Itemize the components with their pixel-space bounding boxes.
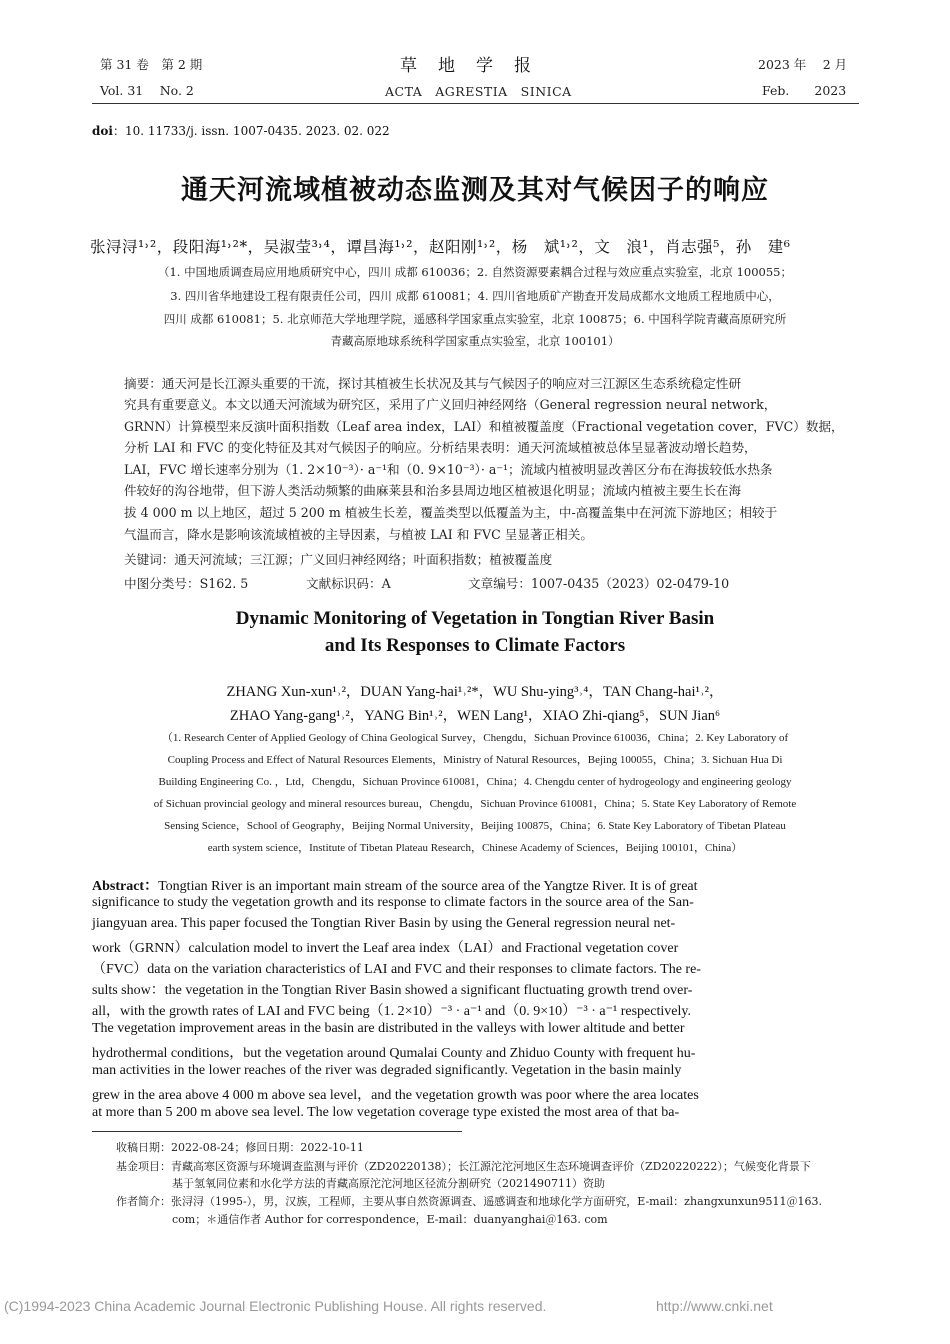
abstract-en-line: hydrothermal conditions，but the vegetation around Qumalai County and Zhiduo County with frequent hu-: [92, 1046, 696, 1061]
affiliation-en-line: of Sichuan provincial geology and mineral resources bureau，Chengdu，Sichuan Province 610081，China；5. State Key Laboratory of Remote: [153, 798, 797, 810]
journal-name-en: ACTA AGRESTIA SINICA: [385, 84, 572, 99]
paper-title-en-line2: and Its Responses to Climate Factors: [324, 635, 626, 656]
abstract-en-line: [92, 875, 698, 895]
abstract-en-text: Tongtian River is an important main stream of the source area of the Yangtze River. It is of great: [158, 879, 698, 894]
affiliation-en-line: Coupling Process and Effect of Natural Resources Elements，Ministry of Natural Resources，Bejing 100055，China；3. Sichuan Hua Di: [167, 754, 783, 766]
abstract-cn-line: 摘要：通天河是长江源头重要的干流，探讨其植被生长状况及其与气候因子的响应对三江源区生态系统稳定性研: [124, 376, 742, 391]
author-bio-line: com；＊通信作者 Author for correspondence，E-mail：duanyanghai＠163. com: [172, 1213, 608, 1226]
abstract-cn-line: 气温而言，降水是影响该流域植被的主导因素，与植被 LAI 和 FVC 呈显著正相关。: [124, 527, 593, 542]
doi-line: [92, 122, 390, 139]
abstract-cn-line: LAI，FVC 增长速率分别为（1. 2×10⁻³）· a⁻¹和（0. 9×10⁻³）· a⁻¹；流域内植被明显改善区分布在海拔较低水热条: [124, 462, 773, 477]
header-rule: [92, 103, 859, 104]
issue-date-en: Feb. 2023: [762, 83, 847, 98]
authors-en-line: ZHAO Yang-gang¹˒²，YANG Bin¹˒²，WEN Lang¹，XIAO Zhi-qiang⁵，SUN Jian⁶: [229, 708, 721, 724]
abstract-en-label: Abstract：: [92, 879, 159, 894]
funding-line: 基于氢氧同位素和水化学方法的青藏高原沱沱河地区径流分割研究（2021490711）资助: [172, 1177, 605, 1190]
abstract-cn-line: GRNN）计算模型来反演叶面积指数（Leaf area index，LAI）和植被覆盖度（Fractional vegetation cover，FVC）数据，: [124, 419, 844, 434]
affiliation-en-line: （1. Research Center of Applied Geology of China Geological Survey，Chengdu，Sichuan Province 610036，China；2. Key Laboratory of: [161, 732, 789, 744]
affiliation-en-line: earth system science，Institute of Tibetan Plateau Research，Chinese Academy of Sciences，Beijing 100101，China）: [207, 842, 743, 854]
abstract-en-line: sults show：the vegetation in the Tongtian River Basin showed a significant fluctuating growth trend over-: [92, 983, 693, 998]
copyright-notice: (C)1994-2023 China Academic Journal Electronic Publishing House. All rights reserved.: [4, 1298, 547, 1314]
affiliation-cn-line: 青藏高原地球系统科学国家重点实验室，北京 100101）: [330, 334, 620, 348]
classification-code: 中图分类号：S162. 5: [124, 576, 249, 591]
issue-date-cn: 2023 年 2 月: [758, 57, 848, 72]
abstract-en-line: jiangyuan area. This paper focused the Tongtian River Basin by using the General regression neural net-: [92, 916, 676, 931]
footnote-rule: [92, 1131, 462, 1132]
funding-line: 基金项目：青藏高寒区资源与环境调查监测与评价（ZD20220138）；长江源沱沱河地区生态环境调查评价（ZD20220222）；气候变化背景下: [116, 1160, 811, 1173]
cnki-link[interactable]: http://www.cnki.net: [656, 1298, 773, 1314]
document-code: 文献标识码：A: [306, 576, 391, 591]
abstract-en-line: （FVC）data on the variation characteristics of LAI and FVC and their responses to climate factors. The re-: [92, 962, 701, 977]
keywords-cn: 关键词：通天河流域；三江源；广义回归神经网络；叶面积指数；植被覆盖度: [124, 552, 553, 567]
affiliation-cn-line: （1. 中国地质调查局应用地质研究中心，四川 成都 610036；2. 自然资源要素耦合过程与效应重点实验室，北京 100055；: [157, 265, 793, 279]
abstract-en-line: The vegetation improvement areas in the basin are distributed in the valleys with lower altitude and better: [92, 1021, 685, 1036]
abstract-cn-line: 件较好的沟谷地带，但下游人类活动频繁的曲麻莱县和治多县周边地区植被退化明显；流域内植被主要生长在海: [124, 483, 742, 498]
abstract-cn-line: 分析 LAI 和 FVC 的变化特征及其对气候因子的响应。分析结果表明：通天河流域植被总体呈显著波动增长趋势，: [124, 440, 757, 455]
affiliation-cn-line: 四川 成都 610081；5. 北京师范大学地理学院，遥感科学国家重点实验室，北京 100875；6. 中国科学院青藏高原研究所: [163, 312, 787, 326]
paper-title-en-line1: Dynamic Monitoring of Vegetation in Tongtian River Basin: [235, 608, 715, 629]
paper-title-cn: 通天河流域植被动态监测及其对气候因子的响应: [181, 175, 769, 206]
abstract-cn-line: 究具有重要意义。本文以通天河流域为研究区，采用了广义回归神经网络（General regression neural network，: [124, 397, 777, 412]
abstract-en-line: grew in the area above 4 000 m above sea level，and the vegetation growth was poor where the area locates: [92, 1088, 699, 1103]
volume-issue-cn: 第 31 卷 第 2 期: [100, 57, 203, 72]
abstract-en-line: significance to study the vegetation growth and its response to climate factors in the source area of the San-: [92, 895, 694, 910]
volume-issue-en: Vol. 31 No. 2: [100, 83, 194, 98]
authors-en-line: ZHANG Xun-xun¹˒²，DUAN Yang-hai¹˒²*，WU Shu-ying³˒⁴，TAN Chang-hai¹˒²，: [226, 684, 724, 700]
affiliation-cn-line: 3. 四川省华地建设工程有限责任公司，四川 成都 610081；4. 四川省地质矿产勘查开发局成都水文地质工程地质中心，: [170, 289, 780, 303]
article-number: 文章编号：1007-0435（2023）02-0479-10: [468, 576, 730, 591]
doi-label: doi: [92, 124, 113, 138]
doi-value: ：10. 11733/j. issn. 1007-0435. 2023. 02. 022: [112, 124, 390, 138]
journal-name-cn: 草 地 学 报: [400, 56, 533, 76]
abstract-cn-line: 拔 4 000 m 以上地区，超过 5 200 m 植被生长差，覆盖类型以低覆盖为主，中-高覆盖集中在河流下游地区；相较于: [124, 505, 778, 520]
author-bio-line: 作者简介：张浔浔（1995-），男，汉族，工程师，主要从事自然资源调查、遥感调查和地球化学方面研究，E-mail：zhangxunxun9511＠163.: [116, 1195, 822, 1208]
affiliation-en-line: Building Engineering Co. ，Ltd，Chengdu，Sichuan Province 610081，China；4. Chengdu center of hydrogeology and engineering geology: [158, 776, 792, 788]
abstract-en-line: at more than 5 200 m above sea level. The low vegetation coverage type existed the most area of that ba-: [92, 1105, 680, 1120]
abstract-en-line: man activities in the lower reaches of the river was degraded significantly. Vegetation in the basin mainly: [92, 1063, 682, 1078]
affiliation-en-line: Sensing Science，School of Geography，Beijing Normal University，Beijing 100875，China；6. State Key Laboratory of Tibetan Plateau: [164, 820, 786, 832]
abstract-en-line: all，with the growth rates of LAI and FVC being（1. 2×10）⁻³ · a⁻¹ and（0. 9×10）⁻³ · a⁻¹ respectively.: [92, 1004, 691, 1019]
abstract-en-line: work（GRNN）calculation model to invert the Leaf area index（LAI）and Fractional vegetation cover: [92, 941, 679, 956]
authors-cn: 张浔浔¹˒²，段阳海¹˒²*，吴淑莹³˒⁴，谭昌海¹˒²，赵阳刚¹˒²，杨 斌¹˒²，文 浪¹，肖志强⁵，孙 建⁶: [90, 238, 791, 256]
received-date: 收稿日期：2022-08-24；修回日期：2022-10-11: [116, 1141, 364, 1154]
